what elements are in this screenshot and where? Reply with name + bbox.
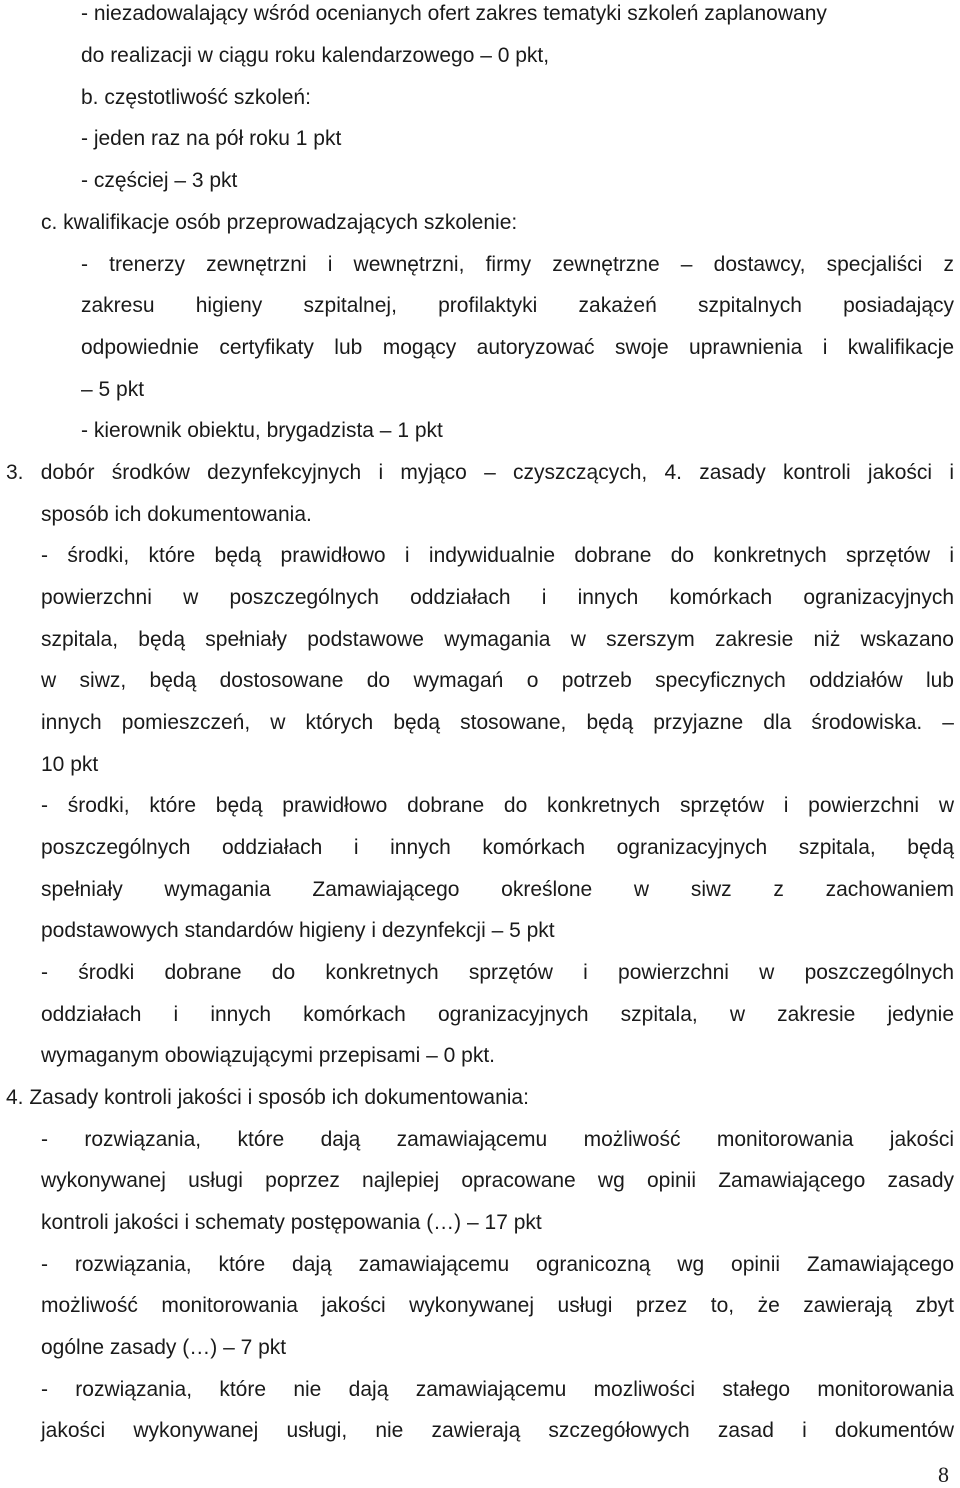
text-line-7: - trenerzy zewnętrzni i wewnętrzni, firmy zewnętrzne – dostawcy, specjaliści z <box>81 253 954 276</box>
text-line-11: - kierownik obiektu, brygadzista – 1 pkt <box>81 419 443 442</box>
text-line-13: sposób ich dokumentowania. <box>41 503 312 526</box>
text-line-18: innych pomieszczeń, w których będą stosowane, będą przyjazne dla środowiska. – <box>41 711 954 734</box>
text-line-21: poszczególnych oddziałach i innych komórkach ogranizacyjnych szpitala, będą <box>41 836 954 859</box>
text-line-34: - rozwiązania, które nie dają zamawiającemu mozliwości stałego monitorowania <box>41 1378 954 1401</box>
text-line-4: - jeden raz na pół roku 1 pkt <box>81 127 342 150</box>
text-line-8: zakresu higieny szpitalnej, profilaktyki zakażeń szpitalnych posiadający <box>81 294 954 317</box>
text-line-30: kontroli jakości i schematy postępowania (…) – 17 pkt <box>41 1211 542 1234</box>
text-line-23: podstawowych standardów higieny i dezynfekcji – 5 pkt <box>41 919 555 942</box>
text-line-24: - środki dobrane do konkretnych sprzętów i powierzchni w poszczególnych <box>41 961 954 984</box>
text-line-32: możliwość monitorowania jakości wykonywanej usługi przez to, że zawierają zbyt <box>41 1294 954 1317</box>
text-line-22: spełniały wymagania Zamawiającego określone w siwz z zachowaniem <box>41 878 954 901</box>
text-line-15: powierzchni w poszczególnych oddziałach i innych komórkach ogranizacyjnych <box>41 586 954 609</box>
text-line-6: c. kwalifikacje osób przeprowadzających szkolenie: <box>41 211 518 234</box>
text-line-28: - rozwiązania, które dają zamawiającemu możliwość monitorowania jakości <box>41 1128 954 1151</box>
text-line-1: - niezadowalający wśród ocenianych ofert zakres tematyki szkoleń zaplanowany <box>81 2 827 25</box>
text-line-14: - środki, które będą prawidłowo i indywidualnie dobrane do konkretnych sprzętów i <box>41 544 954 567</box>
text-line-26: wymaganym obowiązującymi przepisami – 0 pkt. <box>41 1044 496 1067</box>
text-line-12: 3. dobór środków dezynfekcyjnych i myjąco – czyszczących, 4. zasady kontroli jakości i <box>6 461 954 484</box>
text-line-35: jakości wykonywanej usługi, nie zawierają szczegółowych zasad i dokumentów <box>41 1419 954 1442</box>
text-line-17: w siwz, będą dostosowane do wymagań o potrzeb specyficznych oddziałów lub <box>41 669 954 692</box>
text-line-3: b. częstotliwość szkoleń: <box>81 86 311 109</box>
page-number: 8 <box>938 1462 949 1487</box>
text-line-29: wykonywanej usługi poprzez najlepiej opracowane wg opinii Zamawiającego zasady <box>41 1169 954 1192</box>
text-line-20: - środki, które będą prawidłowo dobrane do konkretnych sprzętów i powierzchni w <box>41 794 954 817</box>
text-line-33: ogólne zasady (…) – 7 pkt <box>41 1336 287 1359</box>
text-line-31: - rozwiązania, które dają zamawiającemu ogranicozną wg opinii Zamawiającego <box>41 1253 954 1276</box>
text-line-25: oddziałach i innych komórkach ogranizacyjnych szpitala, w zakresie jedynie <box>41 1003 954 1026</box>
text-line-9: odpowiednie certyfikaty lub mogący autoryzować swoje uprawnienia i kwalifikacje <box>81 336 954 359</box>
text-line-2: do realizacji w ciągu roku kalendarzowego – 0 pkt, <box>81 44 550 67</box>
text-line-10: – 5 pkt <box>81 378 145 401</box>
text-line-27: 4. Zasady kontroli jakości i sposób ich dokumentowania: <box>6 1086 529 1109</box>
text-line-16: szpitala, będą spełniały podstawowe wymagania w szerszym zakresie niż wskazano <box>41 628 954 651</box>
text-line-19: 10 pkt <box>41 753 99 776</box>
text-line-5: - częściej – 3 pkt <box>81 169 238 192</box>
